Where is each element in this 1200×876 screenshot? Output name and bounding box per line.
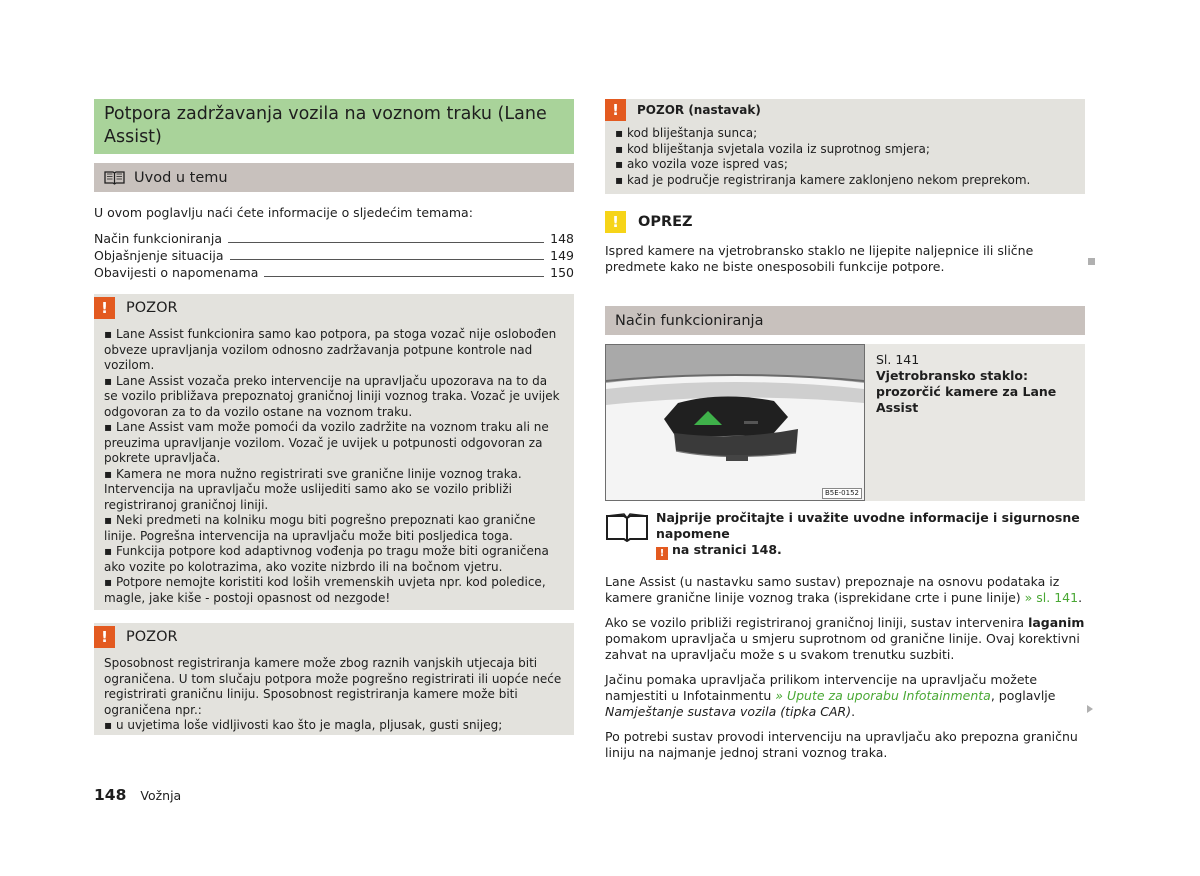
toc-item-page: 150 [550, 265, 574, 280]
intro-header-label: Uvod u temu [134, 169, 228, 186]
warning-body [94, 321, 574, 606]
windshield-camera-icon [606, 345, 864, 500]
toc-item[interactable] [94, 264, 574, 281]
read-first-line-1: Najprije pročitajte i uvažite uvodne informacije i sigurnosne napomene [656, 510, 1080, 541]
warning-body [94, 650, 574, 734]
continue-arrow-icon [1087, 705, 1093, 713]
book-icon [605, 512, 649, 542]
warning-header [94, 294, 574, 321]
toc-leader [264, 276, 544, 277]
camera-window-illustration [605, 344, 865, 501]
toc-item[interactable] [94, 247, 574, 264]
warning-item: ▪ kod bliještanja svjetala vozila iz suprotnog smjera; [615, 142, 1075, 158]
warning-title: POZOR [126, 629, 178, 645]
warning-item: ▪ ako vozila voze ispred vas; [615, 157, 1075, 173]
warning-item: ▪ kod bliještanja sunca; [615, 126, 1075, 142]
warning-item: ▪ u uvjetima loše vidljivosti kao što je magla, pljusak, gusti snijeg; [104, 718, 564, 734]
page-number: 148 [94, 786, 127, 804]
warning-item: ▪ Lane Assist vam može pomoći da vozilo zadržite na voznom traku ali ne preuzima upravljanje vozilom. Vozač je uvijek u potpunosti odgovoran za pokrete upravljača. [104, 420, 564, 467]
toc-item-page: 148 [550, 231, 574, 246]
paragraph-2-bold: laganim [1028, 615, 1085, 630]
caution-exclamation-icon: ! [605, 211, 626, 233]
warning-item: ▪ Kamera ne mora nužno registrirati sve granične linije voznog traka. Intervencija na upravljaču može uslijediti samo ako se vozilo približi registriranoj graničnoj liniji. [104, 467, 564, 514]
intro-header [94, 163, 574, 192]
section-end-square-icon [1088, 258, 1095, 265]
warning-text: Sposobnost registriranja kamere može zbog raznih vanjskih utjecaja biti ograničena. U tom slučaju potpora može pogrešno registrirati ili uopće neće registrirati graničnu liniju. Sposobnost registriranja kamere može biti ograničena npr.: [104, 656, 562, 717]
paragraph-2-post: pomakom upravljača u smjeru suprotnom od granične linije. Ovaj korektivni zahvat na upravljaču može s u svakom trenutku suzbiti. [605, 631, 1080, 662]
read-first-text [656, 510, 1085, 560]
warning-body [605, 121, 1085, 188]
warning-title: POZOR [126, 300, 178, 316]
caution-title: OPREZ [638, 214, 693, 230]
paragraph-4: Po potrebi sustav provodi intervenciju na upravljaču ako prepozna graničnu liniju na najmanje jednoj strani voznog traka. [605, 729, 1078, 760]
warning-exclamation-icon: ! [94, 297, 115, 319]
warning-item: ▪ Lane Assist funkcionira samo kao potpora, pa stoga vozač nije oslobođen obveze upravljanja vozilom odnosno zadržavanja potpune kontrole nad vozilom. [104, 327, 564, 374]
toc-item-label: Obavijesti o napomenama [94, 265, 259, 280]
paragraph-2-pre: Ako se vozilo približi registriranoj graničnoj liniji, sustav intervenira [605, 615, 1025, 630]
warning-item: ▪ Funkcija potpore kod adaptivnog vođenja po tragu može biti ograničena ako vozite po kolotrazima, ako vozite nizbrdo ili na bočnom vjetru. [104, 544, 564, 575]
warning-header [94, 623, 574, 650]
paragraph-1: Lane Assist (u nastavku samo sustav) prepoznaje na osnovu podataka iz kamere granične linije voznog traka (isprekidane crte i pune linije) » sl. 141. [605, 574, 1083, 605]
warning-item: ▪ Potpore nemojte koristiti kod loših vremenskih uvjeta npr. kod poledice, magle, jake kiše - postoji opasnost od nezgode! [104, 575, 564, 606]
warning-exclamation-icon: ! [94, 626, 115, 648]
toc-leader [228, 242, 544, 243]
warning-item: ▪ Neki predmeti na kolniku mogu biti pogrešno prepoznati kao granične linije. Pogrešna intervencija na upravljaču može biti posljedica toga. [104, 513, 564, 544]
section-title: Način funkcioniranja [605, 306, 1085, 335]
paragraph-3-mid: , poglavlje [990, 688, 1056, 703]
warning-title: POZOR (nastavak) [637, 103, 761, 117]
figure-reference-link[interactable]: » sl. 141 [1024, 590, 1079, 605]
right-column [605, 99, 1085, 761]
caution-text: Ispred kamere na vjetrobransko staklo ne lijepite naljepnice ili slične predmete kako ne biste onesposobili funkcije potpore. [605, 243, 1034, 274]
left-column [94, 99, 574, 735]
warning-item: ▪ Lane Assist vozača preko intervencije na upravljaču upozorava na to da se vozilo približava prepoznatoj graničnoj liniji voznog traka. Vozač je uvijek odgovoran za to da vozilo ostane na voznom traku. [104, 374, 564, 421]
warning-header [605, 99, 1085, 121]
intro-text: U ovom poglavlju naći ćete informacije o sljedećim temama: [94, 205, 473, 220]
toc-item-label: Način funkcioniranja [94, 231, 222, 246]
paragraph-2 [605, 615, 1085, 663]
table-of-contents [94, 230, 574, 281]
image-code: B5E-0152 [822, 488, 862, 499]
toc-item-label: Objašnjenje situacija [94, 248, 224, 263]
toc-item-page: 149 [550, 248, 574, 263]
paragraph-1-text: Lane Assist (u nastavku samo sustav) prepoznaje na osnovu podataka iz kamere granične linije voznog traka (isprekidane crte i pune linije) [605, 574, 1060, 605]
warning-box-pozor [94, 294, 574, 610]
chapter-title: Potpora zadržavanja vozila na voznom traku (Lane Assist) [94, 99, 574, 154]
warning-exclamation-icon: ! [656, 547, 668, 560]
paragraph-3: Jačinu pomaka upravljača prilikom intervencije na upravljaču možete namjestiti u Infotainmentu » Upute za uporabu Infotainmenta, poglavlje Namještanje sustava vozila (tipka CAR). [605, 672, 1056, 719]
page-section-name: Vožnja [140, 788, 182, 803]
warning-item: ▪ kad je područje registriranja kamere zaklonjeno nekom preprekom. [615, 173, 1075, 189]
paragraph-3-pre: Jačinu pomaka upravljača prilikom intervencije na upravljaču možete namjestiti u Infotainmentu [605, 672, 1038, 703]
page-footer [94, 786, 181, 804]
figure-caption [865, 344, 1085, 501]
toc-leader [230, 259, 545, 260]
paragraph-3-italic: Namještanje sustava vozila (tipka CAR) [605, 704, 852, 719]
read-first-link[interactable]: na stranici 148. [672, 542, 782, 557]
warning-box-continued [605, 99, 1085, 194]
figure [605, 344, 1085, 501]
infotainment-manual-link[interactable]: » Upute za uporabu Infotainmenta [775, 688, 991, 703]
book-icon [104, 170, 125, 185]
warning-box-pozor-2 [94, 623, 574, 735]
caution-header [605, 210, 1085, 234]
read-first-line-2 [656, 542, 1085, 560]
figure-title: Vjetrobransko staklo: prozorčić kamere za Lane Assist [876, 368, 1057, 415]
warning-exclamation-icon: ! [605, 99, 626, 121]
figure-number: Sl. 141 [876, 352, 920, 367]
read-first-note [605, 510, 1085, 560]
toc-item[interactable] [94, 230, 574, 247]
